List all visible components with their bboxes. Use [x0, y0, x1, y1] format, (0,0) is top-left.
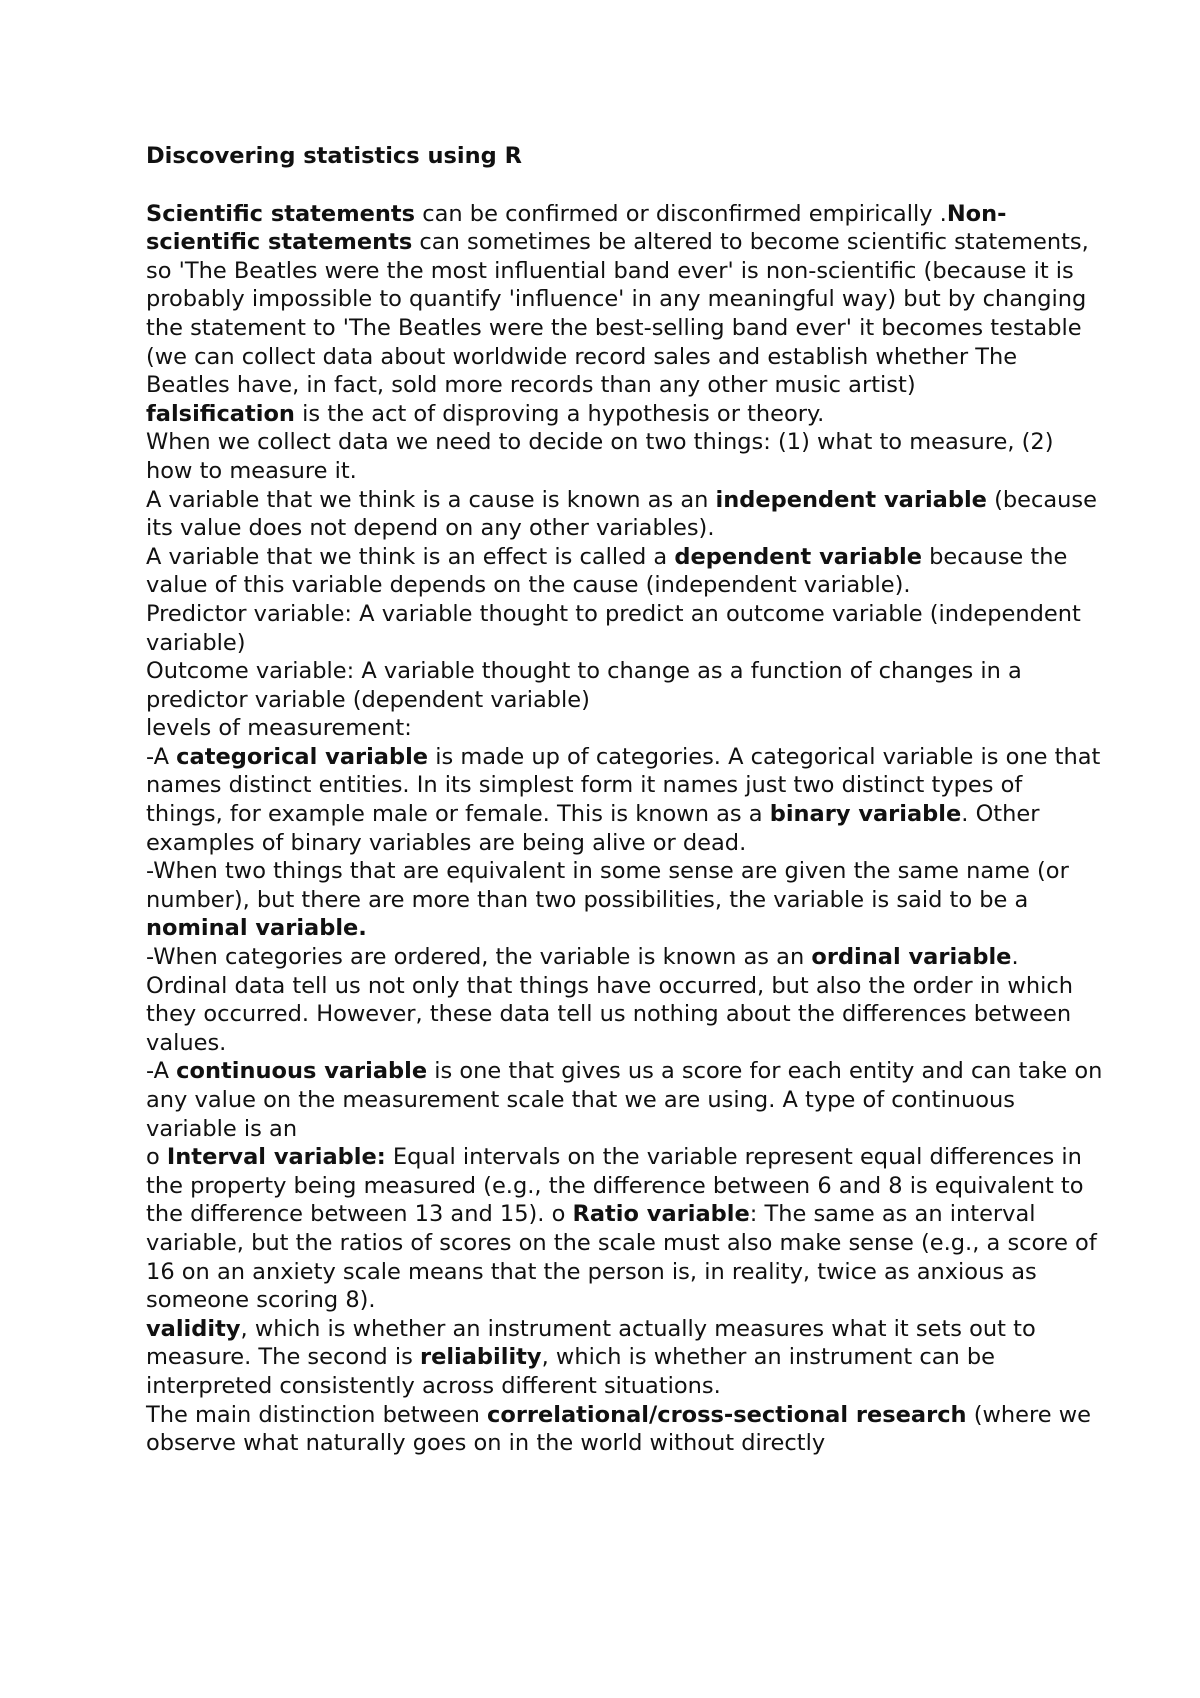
- text-run: -When two things that are equivalent in some sense are given the same name (or number), but there are more than two possibilities, the variable is said to be a: [146, 858, 1069, 913]
- document-page: [146, 142, 1106, 1458]
- text-run: is made up of categories. A categorical variable is one that names distinct entities. In its simplest form it names just two distinct types of things, for example male or female. This is known as a: [146, 743, 1101, 828]
- bold-term: Ratio variable: [572, 1201, 750, 1228]
- text-run: (because its value does not depend on any other variables).: [146, 486, 1097, 542]
- bold-term: Scientific statements: [146, 200, 416, 227]
- bold-term: categorical variable: [176, 743, 429, 770]
- paragraph: [146, 1057, 1106, 1143]
- paragraph: [146, 1401, 1106, 1458]
- document-body: [146, 200, 1106, 1458]
- text-run: Predictor variable: A variable thought to predict an outcome variable (independent variable): [146, 600, 1081, 656]
- text-run: Equal intervals on the variable represent equal differences in the property being measured (e.g., the difference between 6 and 8 is equivalent to the difference between 13 and 15). o: [146, 1144, 1084, 1228]
- paragraph: [146, 714, 1106, 743]
- text-run: The main distinction between: [146, 1401, 488, 1428]
- text-run: is the act of disproving a hypothesis or theory.: [294, 400, 825, 427]
- paragraph: [146, 200, 1106, 400]
- bold-term: binary variable: [769, 801, 962, 828]
- text-run: o: [146, 1144, 167, 1171]
- paragraph: [146, 486, 1106, 543]
- text-run: , which is whether an instrument can be interpreted consistently across different situations.: [146, 1344, 996, 1399]
- paragraph: [146, 400, 1106, 429]
- text-run: A variable that we think is an effect is called a: [146, 543, 675, 570]
- text-run: levels of measurement:: [146, 715, 412, 742]
- text-run: . Ordinal data tell us not only that things have occurred, but also the order in which they occurred. However, these data tell us nothing about the differences between values.: [146, 944, 1073, 1056]
- paragraph: [146, 600, 1106, 657]
- paragraph: [146, 1315, 1106, 1401]
- bold-term: falsification: [146, 400, 295, 427]
- document-title: Discovering statistics using R: [146, 143, 522, 169]
- bold-term: reliability: [419, 1344, 542, 1371]
- text-run: , which is whether an instrument actually measures what it sets out to measure. The second is: [146, 1315, 1036, 1371]
- text-run: Outcome variable: A variable thought to change as a function of changes in a predictor variable (dependent variable): [146, 658, 1022, 713]
- text-run: can be confirmed or disconfirmed empirically .: [415, 200, 947, 227]
- bold-term: validity: [146, 1315, 241, 1342]
- text-run: can sometimes be altered to become scientific statements, so 'The Beatles were the most influential band ever' is non-scientific (because it is probably impossible to quantify 'influence' in any meaningful way) but by changing the statement to 'The Beatles were the best-selling band ever' it becomes testable (we can collect data about worldwide record sales and establish whether The Beatles have, in fact, sold more records than any other music artist): [146, 229, 1089, 399]
- paragraph: [146, 743, 1106, 857]
- bold-term: Non-scientific statements: [146, 200, 1007, 256]
- text-run: : The same as an interval variable, but the ratios of scores on the scale must also make sense (e.g., a score of 16 on an anxiety scale means that the person is, in reality, twice as anxious as someone scoring 8).: [146, 1201, 1097, 1314]
- paragraph: [146, 943, 1106, 1057]
- paragraph: [146, 657, 1106, 714]
- text-run: A variable that we think is a cause is known as an: [146, 486, 716, 513]
- text-run: . Other examples of binary variables are being alive or dead.: [146, 801, 1040, 856]
- bold-term: correlational/cross-sectional research: [487, 1401, 967, 1428]
- paragraph: [146, 857, 1106, 943]
- text-run: When we collect data we need to decide on two things: (1) what to measure, (2) how to measure it.: [146, 429, 1054, 484]
- bold-term: dependent variable: [674, 543, 922, 570]
- text-run: (where we observe what naturally goes on in the world without directly: [146, 1401, 1091, 1457]
- bold-term: Interval variable:: [166, 1144, 386, 1171]
- text-run: -A: [146, 743, 177, 770]
- paragraph: [146, 543, 1106, 600]
- text-run: -When categories are ordered, the variable is known as an: [146, 944, 812, 971]
- paragraph: [146, 428, 1106, 485]
- text-run: because the value of this variable depends on the cause (independent variable).: [146, 543, 1068, 599]
- bold-term: independent variable: [715, 486, 987, 513]
- bold-term: nominal variable.: [146, 915, 367, 942]
- bold-term: ordinal variable: [811, 944, 1012, 971]
- paragraph: [146, 1143, 1106, 1315]
- text-run: is one that gives us a score for each entity and can take on any value on the measurement scale that we are using. A type of continuous variable is an: [146, 1058, 1103, 1142]
- text-run: -A: [146, 1058, 177, 1085]
- bold-term: continuous variable: [176, 1058, 428, 1085]
